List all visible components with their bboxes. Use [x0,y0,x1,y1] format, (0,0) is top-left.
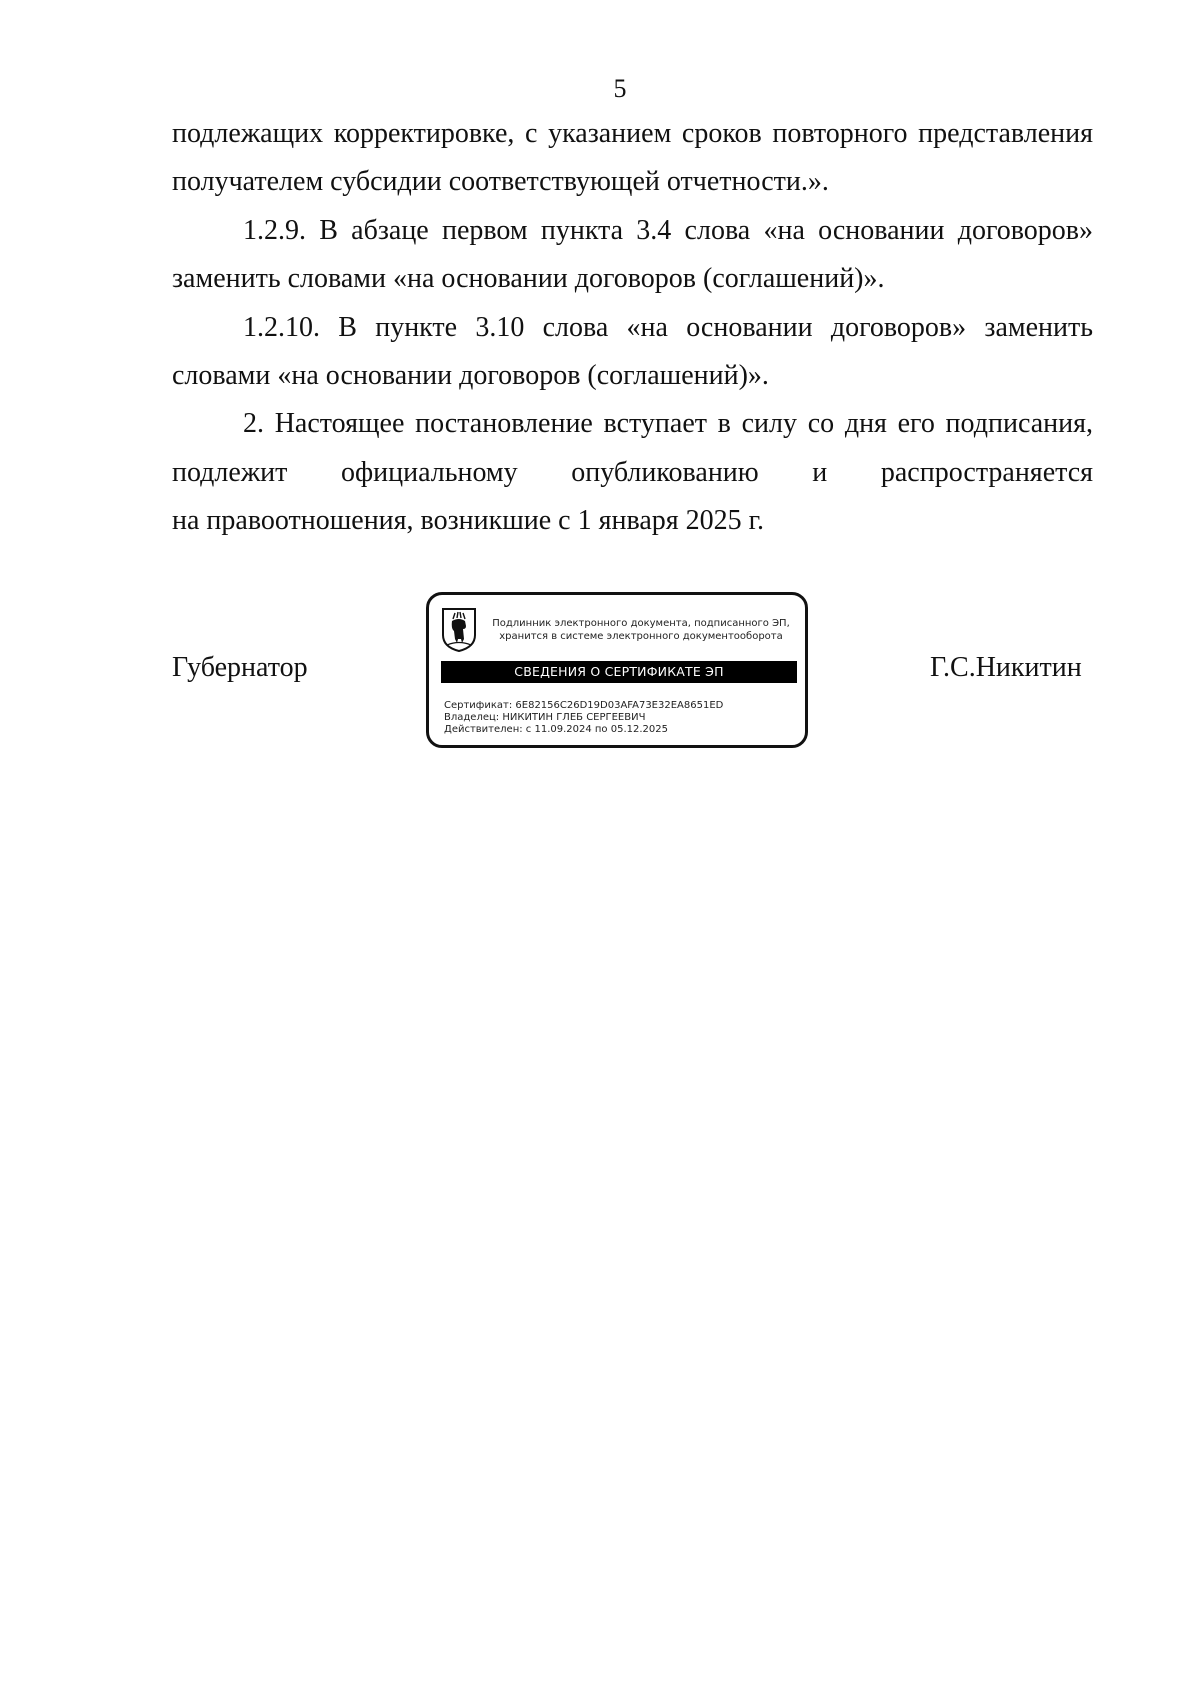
page-number: 5 [613,74,627,103]
paragraph-continuation-line1: подлежащих корректировке, с указанием сроков повторного представления [172,118,1093,149]
stamp-header-line2: хранится в системе электронного документооборота [499,631,783,642]
stamp-owner: Владелец: НИКИТИН ГЛЕБ СЕРГЕЕВИЧ [444,712,646,723]
paragraph-1-2-10: 1.2.10. В пункте 3.10 слова «на основании договоров» заменить словами «на основании договоров (соглашений)». [172,311,1093,392]
electronic-signature-stamp [426,592,808,748]
stamp-certificate: Сертификат: 6E82156C26D19D03AFA73E32EA8651ED [444,700,724,711]
stamp-details [444,700,804,736]
paragraph-1-2-9: 1.2.9. В абзаце первом пункта 3.4 слова «на основании договоров» заменить словами «на основании договоров (соглашений)». [172,214,1093,295]
coat-of-arms-icon [441,607,477,653]
stamp-validity: Действителен: с 11.09.2024 по 05.12.2025 [444,724,668,735]
stamp-header-line1: Подлинник электронного документа, подписанного ЭП, [492,618,790,629]
stamp-header [479,617,803,643]
document-body [172,110,1093,546]
paragraph-2-line3: на правоотношения, возникшие с 1 января 2025 г. [172,505,764,537]
paragraph-continuation-line2: получателем субсидии соответствующей отчетности.». [172,166,829,198]
paragraph-2-line1: 2. Настоящее постановление вступает в силу со дня его подписания, [243,408,1093,440]
paragraph-2-line2: подлежит официальному опубликованию и распространяется [172,456,1093,488]
signatory-position: Губернатор [172,652,308,683]
stamp-title-bar: СВЕДЕНИЯ О СЕРТИФИКАТЕ ЭП [441,661,797,683]
signatory-name: Г.С.Никитин [930,652,1082,683]
